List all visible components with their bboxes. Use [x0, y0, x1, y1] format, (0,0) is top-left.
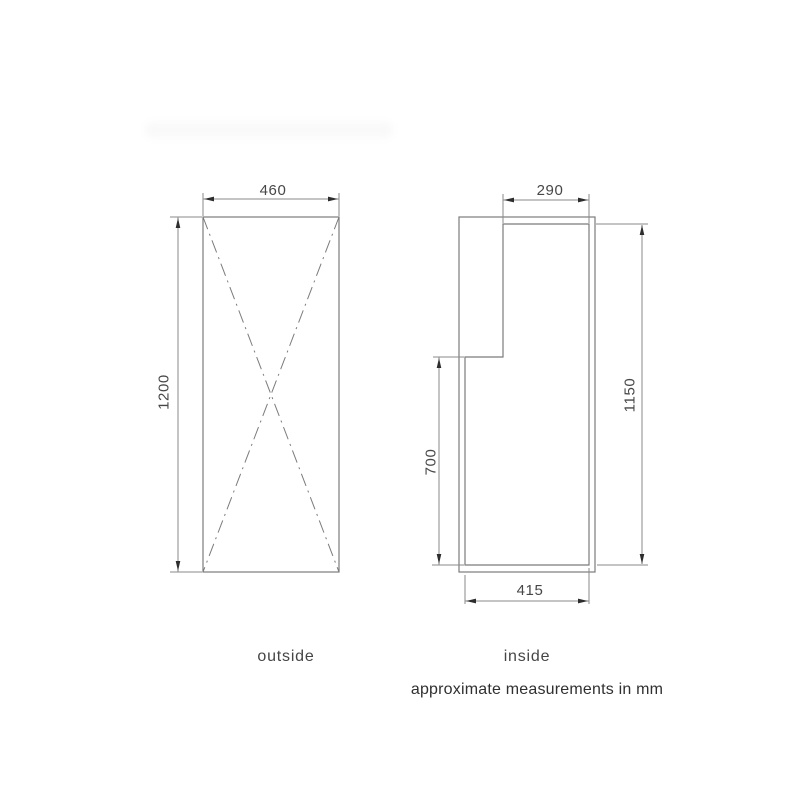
outside-width-value: 460 [259, 182, 287, 199]
inside-bottom-width-value: 415 [516, 582, 544, 599]
faint-watermark-remnant [145, 122, 393, 138]
arrow-left-icon [204, 197, 214, 202]
arrow-up-icon [176, 218, 181, 228]
arrow-down-icon [640, 554, 645, 564]
inside-lower-height-value: 700 [422, 448, 440, 476]
arrow-right-icon [578, 198, 588, 203]
inside-view [422, 182, 648, 665]
inside-height-value: 1150 [621, 377, 639, 413]
arrow-down-icon [437, 554, 442, 564]
arrow-right-icon [578, 599, 588, 604]
arrow-up-icon [437, 358, 442, 368]
arrow-down-icon [176, 561, 181, 571]
inside-outer-rectangle [459, 217, 595, 572]
arrow-left-icon [504, 198, 514, 203]
inside-view-caption: inside [503, 648, 551, 665]
arrow-up-icon [640, 225, 645, 235]
inside-top-width-value: 290 [536, 182, 564, 199]
outside-height-value: 1200 [155, 374, 173, 410]
inside-cavity-outline [465, 224, 589, 565]
measurement-footnote: approximate measurements in mm [410, 681, 664, 698]
arrow-left-icon [466, 599, 476, 604]
outside-view-caption: outside [257, 648, 315, 665]
arrow-right-icon [328, 197, 338, 202]
outside-view [155, 182, 339, 665]
